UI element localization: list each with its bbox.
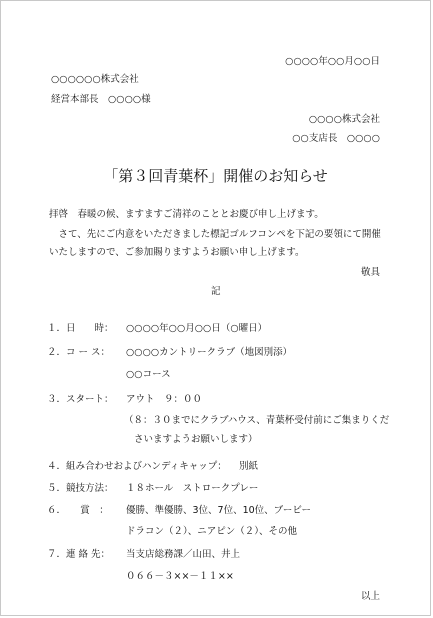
item-3-value: アウト ９：００ <box>126 394 203 405</box>
item-4-value: 別紙 <box>239 461 259 472</box>
item-7-label: ７．連 絡 先： <box>47 549 111 560</box>
item-5-value: １８ホール ストロークプレー <box>126 483 259 494</box>
item-7-value-2: ０６６－３××－１１×× <box>126 571 234 582</box>
end-ijou: 以上 <box>360 591 380 602</box>
recipient-company: ○○○○○○株式会社 <box>51 74 139 85</box>
document-title: 「第３回青葉杯」開催のお知らせ <box>103 167 328 185</box>
item-6-label: ６． 賞 ： <box>47 505 109 516</box>
item-3-note-2: さいますようお願いします） <box>134 434 258 445</box>
greeting-line: 拝啓 春暖の候、ますますご清祥のこととお慶び申し上げます。 <box>49 209 324 220</box>
closing-keigu: 敬具 <box>360 267 380 278</box>
document-date: ○○○○年○○月○○日 <box>285 56 380 67</box>
item-7-value: 当支店総務課／山田、井上 <box>126 549 241 560</box>
item-4-label: ４．組み合わせおよびハンディキャップ： <box>47 461 227 472</box>
item-6-value-2: ドラコン（２）、ニアピン（２）、その他 <box>126 526 298 537</box>
item-3-label: ３．スタート： <box>47 394 114 405</box>
body-line-1: さて、先にご内意をいただきました標記ゴルフコンペを下記の要領にて開催 <box>49 229 381 240</box>
item-5-label: ５．競技方法： <box>47 483 114 494</box>
item-6-value: 優勝、準優勝、3位、7位、10位、ブービー <box>126 505 312 516</box>
item-2-value-2: ○○コース <box>126 369 171 380</box>
item-3-note-1: （８：３０までにクラブハウス、青葉杯受付前にご集まりくだ <box>124 415 390 426</box>
item-2-value: ○○○○カントリークラブ（地図別添） <box>126 347 293 358</box>
sender-company: ○○○○株式会社 <box>308 114 380 125</box>
item-2-label: ２．コ ー ス： <box>47 347 111 358</box>
sender-person: ○○支店長 ○○○○ <box>292 133 380 144</box>
body-line-2: いたしますので、ご参加賜りますようお願い申し上げます。 <box>49 247 305 258</box>
ki-heading: 記 <box>211 286 221 297</box>
recipient-person: 経営本部長 ○○○○様 <box>51 94 151 105</box>
item-1-label: １．日 時： <box>47 323 114 334</box>
item-1-value: ○○○○年○○月○○日（○曜日） <box>126 323 268 334</box>
